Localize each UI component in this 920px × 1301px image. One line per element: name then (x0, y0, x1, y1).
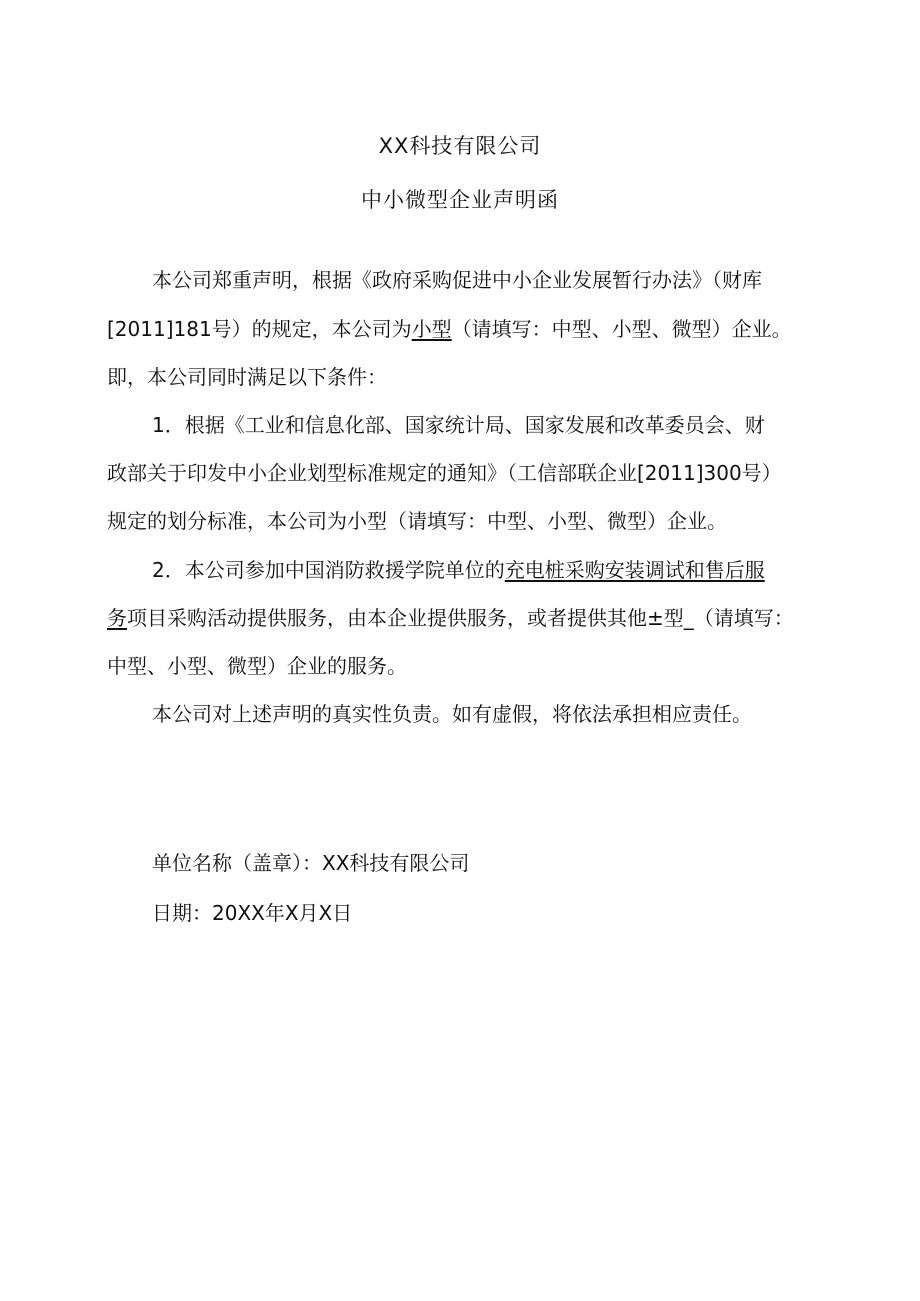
item2-line2-text-b: 项目采购活动提供服务，由本企业提供服务，或者提供其他±型_（请填写： (127, 606, 794, 630)
para1-line2-text-b: （请填写：中型、小型、微型）企业。 (451, 317, 792, 341)
para1-line1: 本公司郑重声明，根据《政府采购促进中小企业发展暂行办法》（财库 (152, 268, 762, 292)
project-name-fill-b: 务 (107, 606, 127, 630)
item2-line3: 中型、小型、微型）企业的服务。 (107, 654, 407, 678)
document-title: 中小微型企业声明函 (361, 188, 559, 212)
signature-date: 日期：20XX年X月X日 (152, 901, 353, 925)
closing-statement: 本公司对上述声明的真实性负责。如有虚假，将依法承担相应责任。 (152, 702, 752, 726)
para1-line2-text-a: [2011]181号）的规定，本公司为 (107, 317, 412, 341)
enterprise-size-fill: 小型 (411, 317, 452, 341)
unit-name-seal: 单位名称（盖章）：XX科技有限公司 (152, 851, 470, 875)
item1-line1: 1．根据《工业和信息化部、国家统计局、国家发展和改革委员会、财 (152, 413, 765, 437)
item2-line1 (152, 557, 765, 583)
company-title: XX科技有限公司 (378, 134, 542, 158)
para1-line2 (107, 316, 792, 342)
item2-line1-text-a: 2．本公司参加中国消防救援学院单位的 (152, 558, 505, 582)
item2-line2 (107, 605, 794, 631)
item1-line3: 规定的划分标准，本公司为小型（请填写：中型、小型、微型）企业。 (107, 509, 727, 533)
project-name-fill-a: 充电桩采购安装调试和售后服 (504, 558, 765, 582)
para1-line3: 即，本公司同时满足以下条件： (107, 365, 387, 389)
item1-line2: 政部关于印发中小企业划型标准规定的通知》（工信部联企业[2011]300号） (107, 461, 782, 485)
